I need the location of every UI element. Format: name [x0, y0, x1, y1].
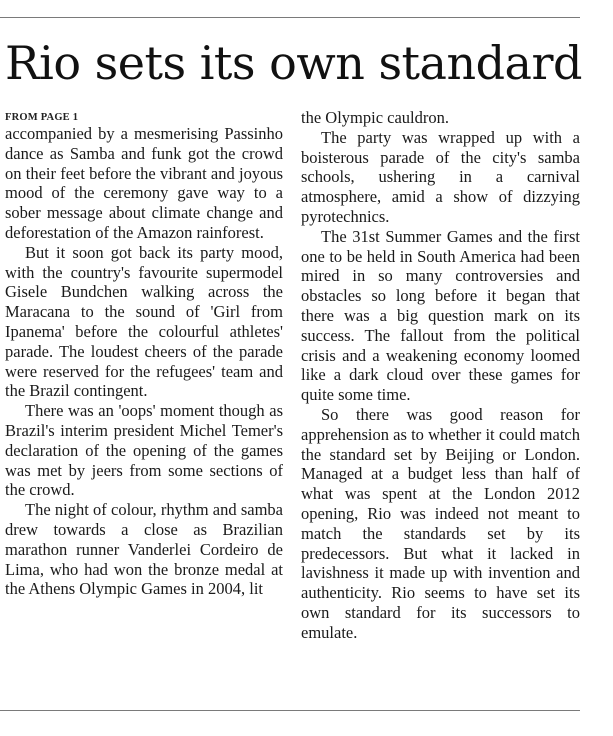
article-paragraph: The night of colour, rhythm and samba drew towards a close as Brazilian marathon runner Vanderlei Cordeiro de Lima, who had won the bronze medal at the Athens Olympic Games in 2004, lit — [5, 500, 283, 599]
bottom-rule — [0, 710, 580, 711]
article-paragraph: the Olympic cauldron. — [301, 108, 450, 127]
article-paragraph: accompanied by a mesmerising Passinho dance as Samba and funk got the crowd on their feet before the vibrant and joyous mood of the ceremony gave way to a sober message about climate change and deforestation of the Amazon rainforest. — [5, 124, 283, 242]
jump-label: FROM PAGE 1 — [5, 112, 79, 123]
article-column-right — [301, 108, 580, 643]
article-paragraph: The party was wrapped up with a boisterous parade of the city's samba schools, ushering in a carnival atmosphere, amid a show of dizzying pyrotechnics. — [301, 127, 580, 226]
article-paragraph: So there was good reason for apprehension as to whether it could match the standard set by Beijing or London. Managed at a budget less than half of what was spent at the London 2012 opening, Rio was indeed not meant to match the standards set by its predecessors. But what it lacked in lavishness it made up with invention and authenticity. Rio seems to have set its own standard for its successors to emulate. — [301, 404, 580, 642]
article-paragraph: The 31st Summer Games and the first one to be held in South America had been mired in so many controversies and obstacles so long before it began that there was a big question mark on its success. The fallout from the political crisis and a weakening economy loomed like a dark cloud over these games for quite some time. — [301, 226, 580, 405]
headline: Rio sets its own standard — [5, 36, 582, 90]
article-column-left — [5, 112, 283, 599]
article-paragraph: But it soon got back its party mood, with the country's favourite supermodel Gisele Bundchen walking across the Maracana to the sound of 'Girl from Ipanema' before the colourful athletes' parade. The loudest cheers of the parade were reserved for the refugees' team and the Brazil contingent. — [5, 242, 283, 401]
article-paragraph: There was an 'oops' moment though as Brazil's interim president Michel Temer's declaration of the opening of the games was met by jeers from some sections of the crowd. — [5, 401, 283, 500]
top-rule — [0, 17, 580, 18]
